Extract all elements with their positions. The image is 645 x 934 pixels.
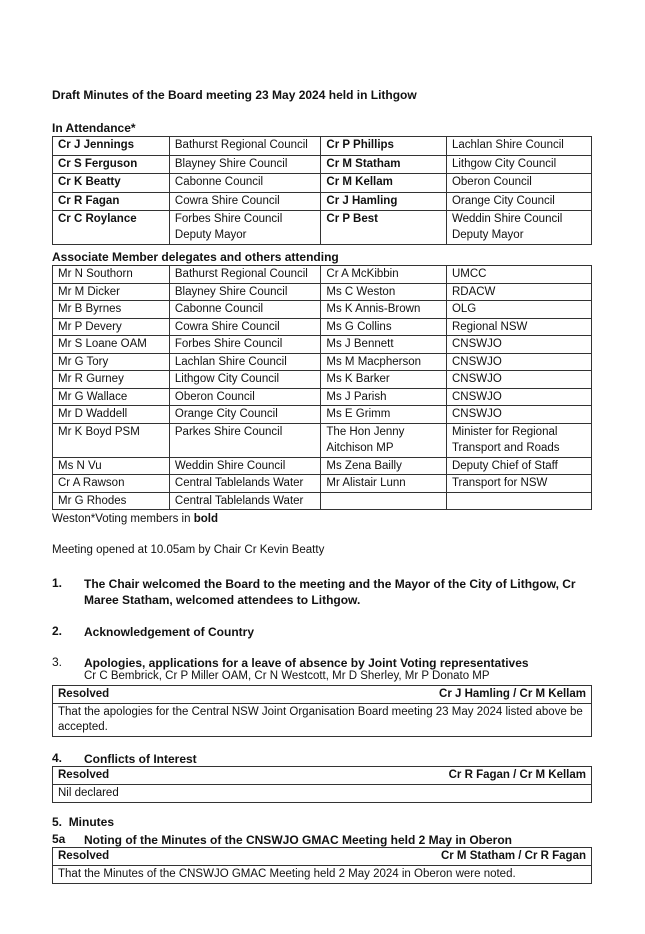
- apologies-list: Cr C Bembrick, Cr P Miller OAM, Cr N Westcott, Mr D Sherley, Mr P Donato MP: [84, 670, 490, 682]
- item-number: 5a: [52, 832, 66, 846]
- associate-heading: Associate Member delegates and others attending: [52, 250, 339, 264]
- resolution-table: [52, 685, 592, 737]
- table-row: Mr S Loane OAM Forbes Shire Council Ms J Bennett CNSWJO: [53, 336, 592, 354]
- resolution-body: That the apologies for the Central NSW Joint Organisation Board meeting 23 May 2024 listed above be accepted.: [53, 704, 592, 737]
- table-row: Mr G Tory Lachlan Shire Council Ms M Macpherson CNSWJO: [53, 353, 592, 371]
- table-row: Cr K Beatty Cabonne Council Cr M Kellam Oberon Council: [53, 174, 592, 193]
- item-number: 2.: [52, 624, 63, 638]
- voting-note: Weston*Voting members in bold: [52, 513, 218, 525]
- table-row: Mr G Rhodes Central Tablelands Water: [53, 492, 592, 510]
- table-row: Cr C Roylance Forbes Shire Council Deputy Mayor Cr P Best Weddin Shire Council Deputy Mayor: [53, 211, 592, 245]
- resolution-table: [52, 847, 592, 884]
- attendance-heading: In Attendance*: [52, 121, 136, 135]
- associate-table: [52, 265, 592, 510]
- table-row: Cr A Rawson Central Tablelands Water Mr Alistair Lunn Transport for NSW: [53, 475, 592, 493]
- attendance-table: [52, 136, 592, 245]
- table-row: Mr R Gurney Lithgow City Council Ms K Barker CNSWJO: [53, 371, 592, 389]
- resolution-header: Resolved Cr J Hamling / Cr M Kellam: [53, 686, 592, 704]
- table-row: Mr D Waddell Orange City Council Ms E Grimm CNSWJO: [53, 406, 592, 424]
- item-5-heading: 5. Minutes: [52, 815, 115, 829]
- resolution-header: Resolved Cr M Statham / Cr R Fagan: [53, 848, 592, 866]
- meeting-opened: Meeting opened at 10.05am by Chair Cr Kevin Beatty: [52, 544, 325, 556]
- resolution-body: That the Minutes of the CNSWJO GMAC Meeting held 2 May 2024 in Oberon were noted.: [53, 866, 592, 884]
- table-row: Mr G Wallace Oberon Council Ms J Parish CNSWJO: [53, 388, 592, 406]
- page-title: Draft Minutes of the Board meeting 23 May 2024 held in Lithgow: [52, 88, 417, 102]
- table-row: Mr B Byrnes Cabonne Council Ms K Annis-Brown OLG: [53, 301, 592, 319]
- item-4-text: Conflicts of Interest: [84, 752, 197, 766]
- item-1-text: The Chair welcomed the Board to the meeting and the Mayor of the City of Lithgow, Cr Maree Statham, welcomed attendees to Lithgow.: [84, 577, 576, 607]
- item-number: 3.: [52, 655, 63, 669]
- table-row: Cr S Ferguson Blayney Shire Council Cr M Statham Lithgow City Council: [53, 155, 592, 174]
- table-row: Ms N Vu Weddin Shire Council Ms Zena Bailly Deputy Chief of Staff: [53, 457, 592, 475]
- resolution-table: [52, 766, 592, 803]
- table-row: Mr K Boyd PSM Parkes Shire Council The Hon Jenny Aitchison MP Minister for Regional Transport and Roads: [53, 423, 592, 457]
- table-row: Mr N Southorn Bathurst Regional Council Cr A McKibbin UMCC: [53, 266, 592, 284]
- item-2-text: Acknowledgement of Country: [84, 625, 255, 639]
- item-5a-text: Noting of the Minutes of the CNSWJO GMAC Meeting held 2 May in Oberon: [84, 833, 512, 847]
- table-row: Cr R Fagan Cowra Shire Council Cr J Hamling Orange City Council: [53, 192, 592, 211]
- item-number: 4.: [52, 751, 63, 765]
- resolution-header: Resolved Cr R Fagan / Cr M Kellam: [53, 767, 592, 785]
- table-row: Cr J Jennings Bathurst Regional Council Cr P Phillips Lachlan Shire Council: [53, 137, 592, 156]
- item-3-text: Apologies, applications for a leave of absence by Joint Voting representatives: [84, 656, 529, 670]
- table-row: Mr M Dicker Blayney Shire Council Ms C Weston RDACW: [53, 283, 592, 301]
- table-row: Mr P Devery Cowra Shire Council Ms G Collins Regional NSW: [53, 318, 592, 336]
- item-number: 1.: [52, 576, 63, 590]
- resolution-body: Nil declared: [53, 785, 592, 803]
